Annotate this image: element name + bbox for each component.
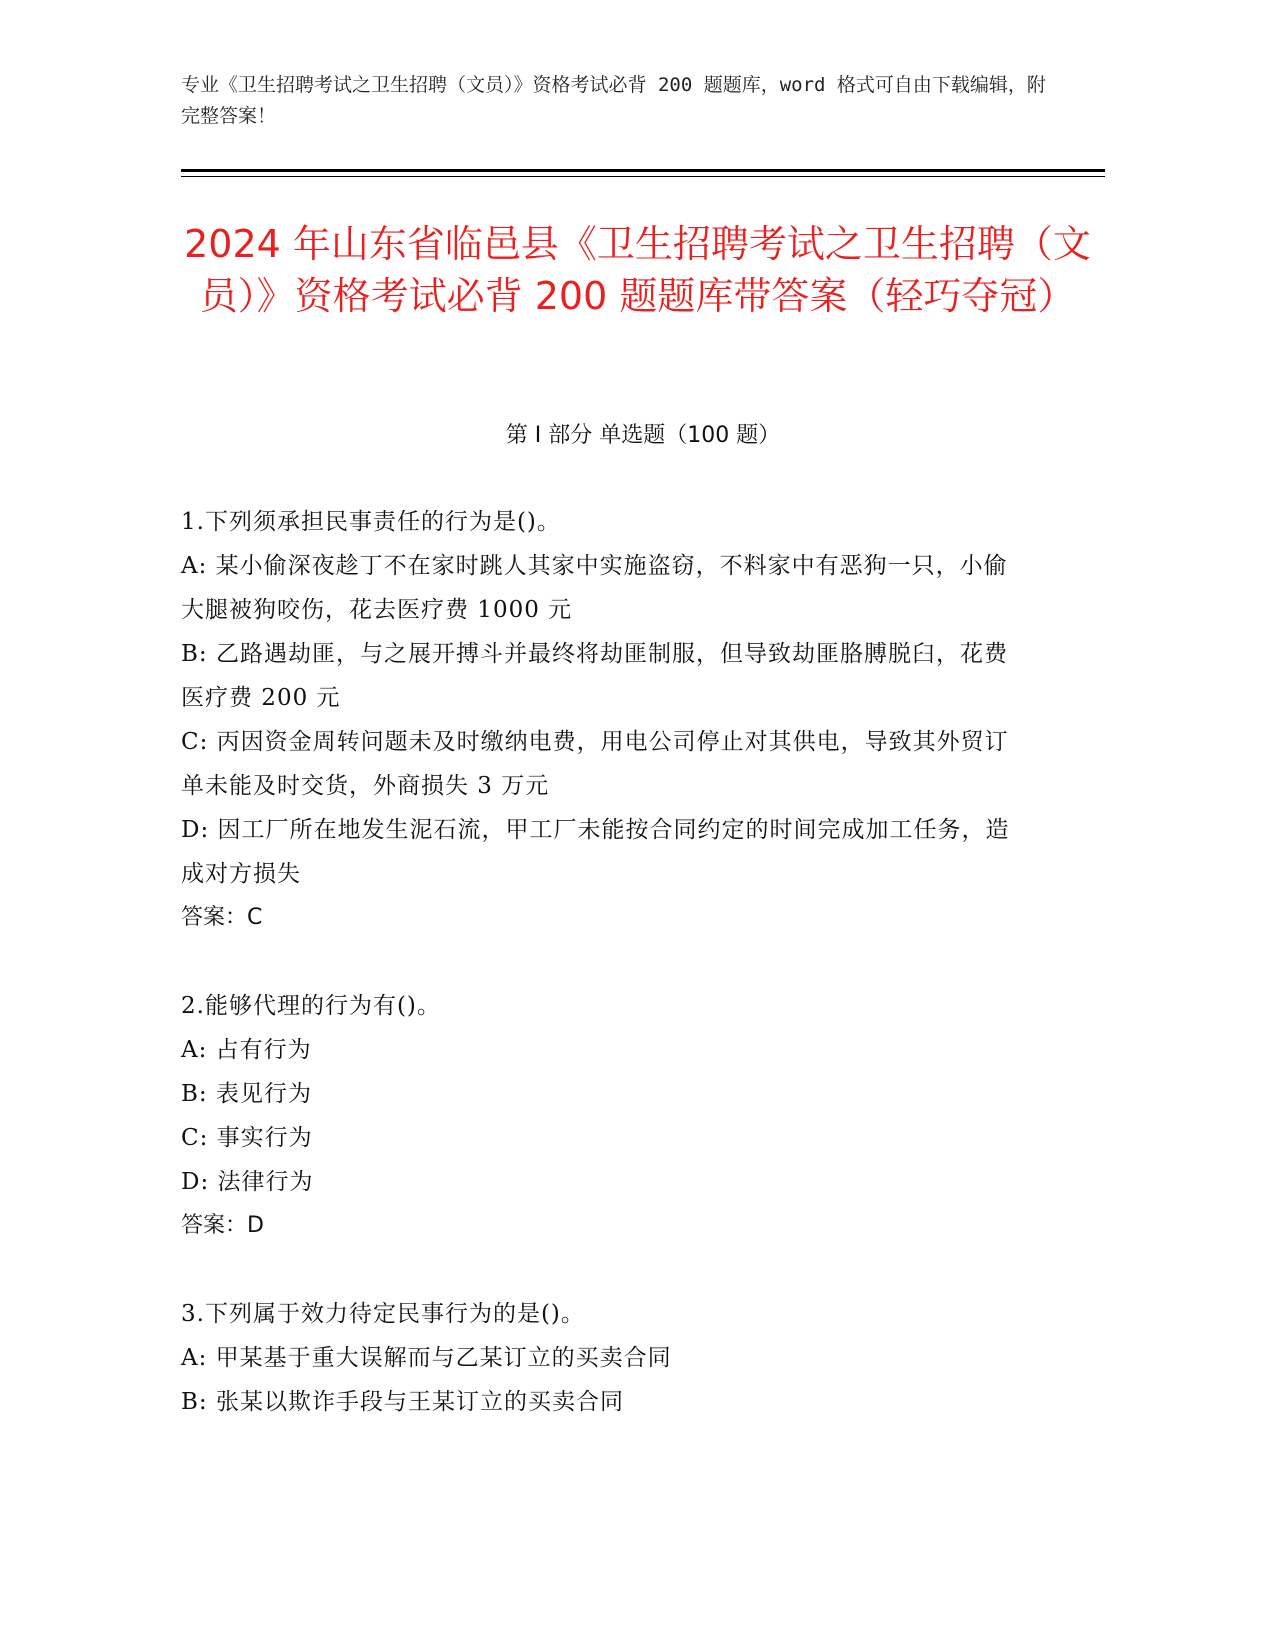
option-c: C: 事实行为	[181, 1125, 313, 1151]
question-text: 1.下列须承担民事责任的行为是()。	[181, 509, 561, 535]
answer: 答案：D	[181, 1213, 264, 1238]
header-note: 专业《卫生招聘考试之卫生招聘（文员）》资格考试必背 200 题题库，word 格式可自由下载编辑，附完整答案！	[181, 74, 1046, 127]
option-c: C: 丙因资金周转问题未及时缴纳电费，用电公司停止对其供电，导致其外贸订单未能及时交货，外商损失 3 万元	[181, 729, 1009, 799]
question-2	[181, 984, 1031, 1248]
question-text: 3.下列属于效力待定民事行为的是()。	[181, 1301, 585, 1327]
question-1	[181, 500, 1031, 940]
option-a: A: 某小偷深夜趁丁不在家时跳人其家中实施盗窃，不料家中有恶狗一只，小偷大腿被狗咬伤，花去医疗费 1000 元	[181, 553, 1008, 623]
option-b: B: 乙路遇劫匪，与之展开搏斗并最终将劫匪制服，但导致劫匪胳膊脱臼，花费医疗费 200 元	[181, 641, 1008, 711]
section-title: 第 I 部分 单选题（100 题）	[505, 423, 781, 448]
question-list	[181, 500, 1031, 1468]
option-a: A: 占有行为	[181, 1037, 312, 1063]
option-d: D: 因工厂所在地发生泥石流，甲工厂未能按合同约定的时间完成加工任务，造成对方损失	[181, 817, 1010, 887]
header-rule-thin	[181, 176, 1105, 177]
option-b: B: 表见行为	[181, 1081, 312, 1107]
option-d: D: 法律行为	[181, 1169, 314, 1195]
option-b: B: 张某以欺诈手段与王某订立的买卖合同	[181, 1389, 624, 1415]
document-title: 2024 年山东省临邑县《卫生招聘考试之卫生招聘（文员）》资格考试必背 200 题题库带答案（轻巧夺冠）	[184, 222, 1091, 318]
answer: 答案：C	[181, 905, 263, 930]
option-a: A: 甲某基于重大误解而与乙某订立的买卖合同	[181, 1345, 672, 1371]
header-rule-thick	[181, 169, 1105, 172]
question-3	[181, 1292, 1031, 1424]
question-text: 2.能够代理的行为有()。	[181, 993, 441, 1019]
